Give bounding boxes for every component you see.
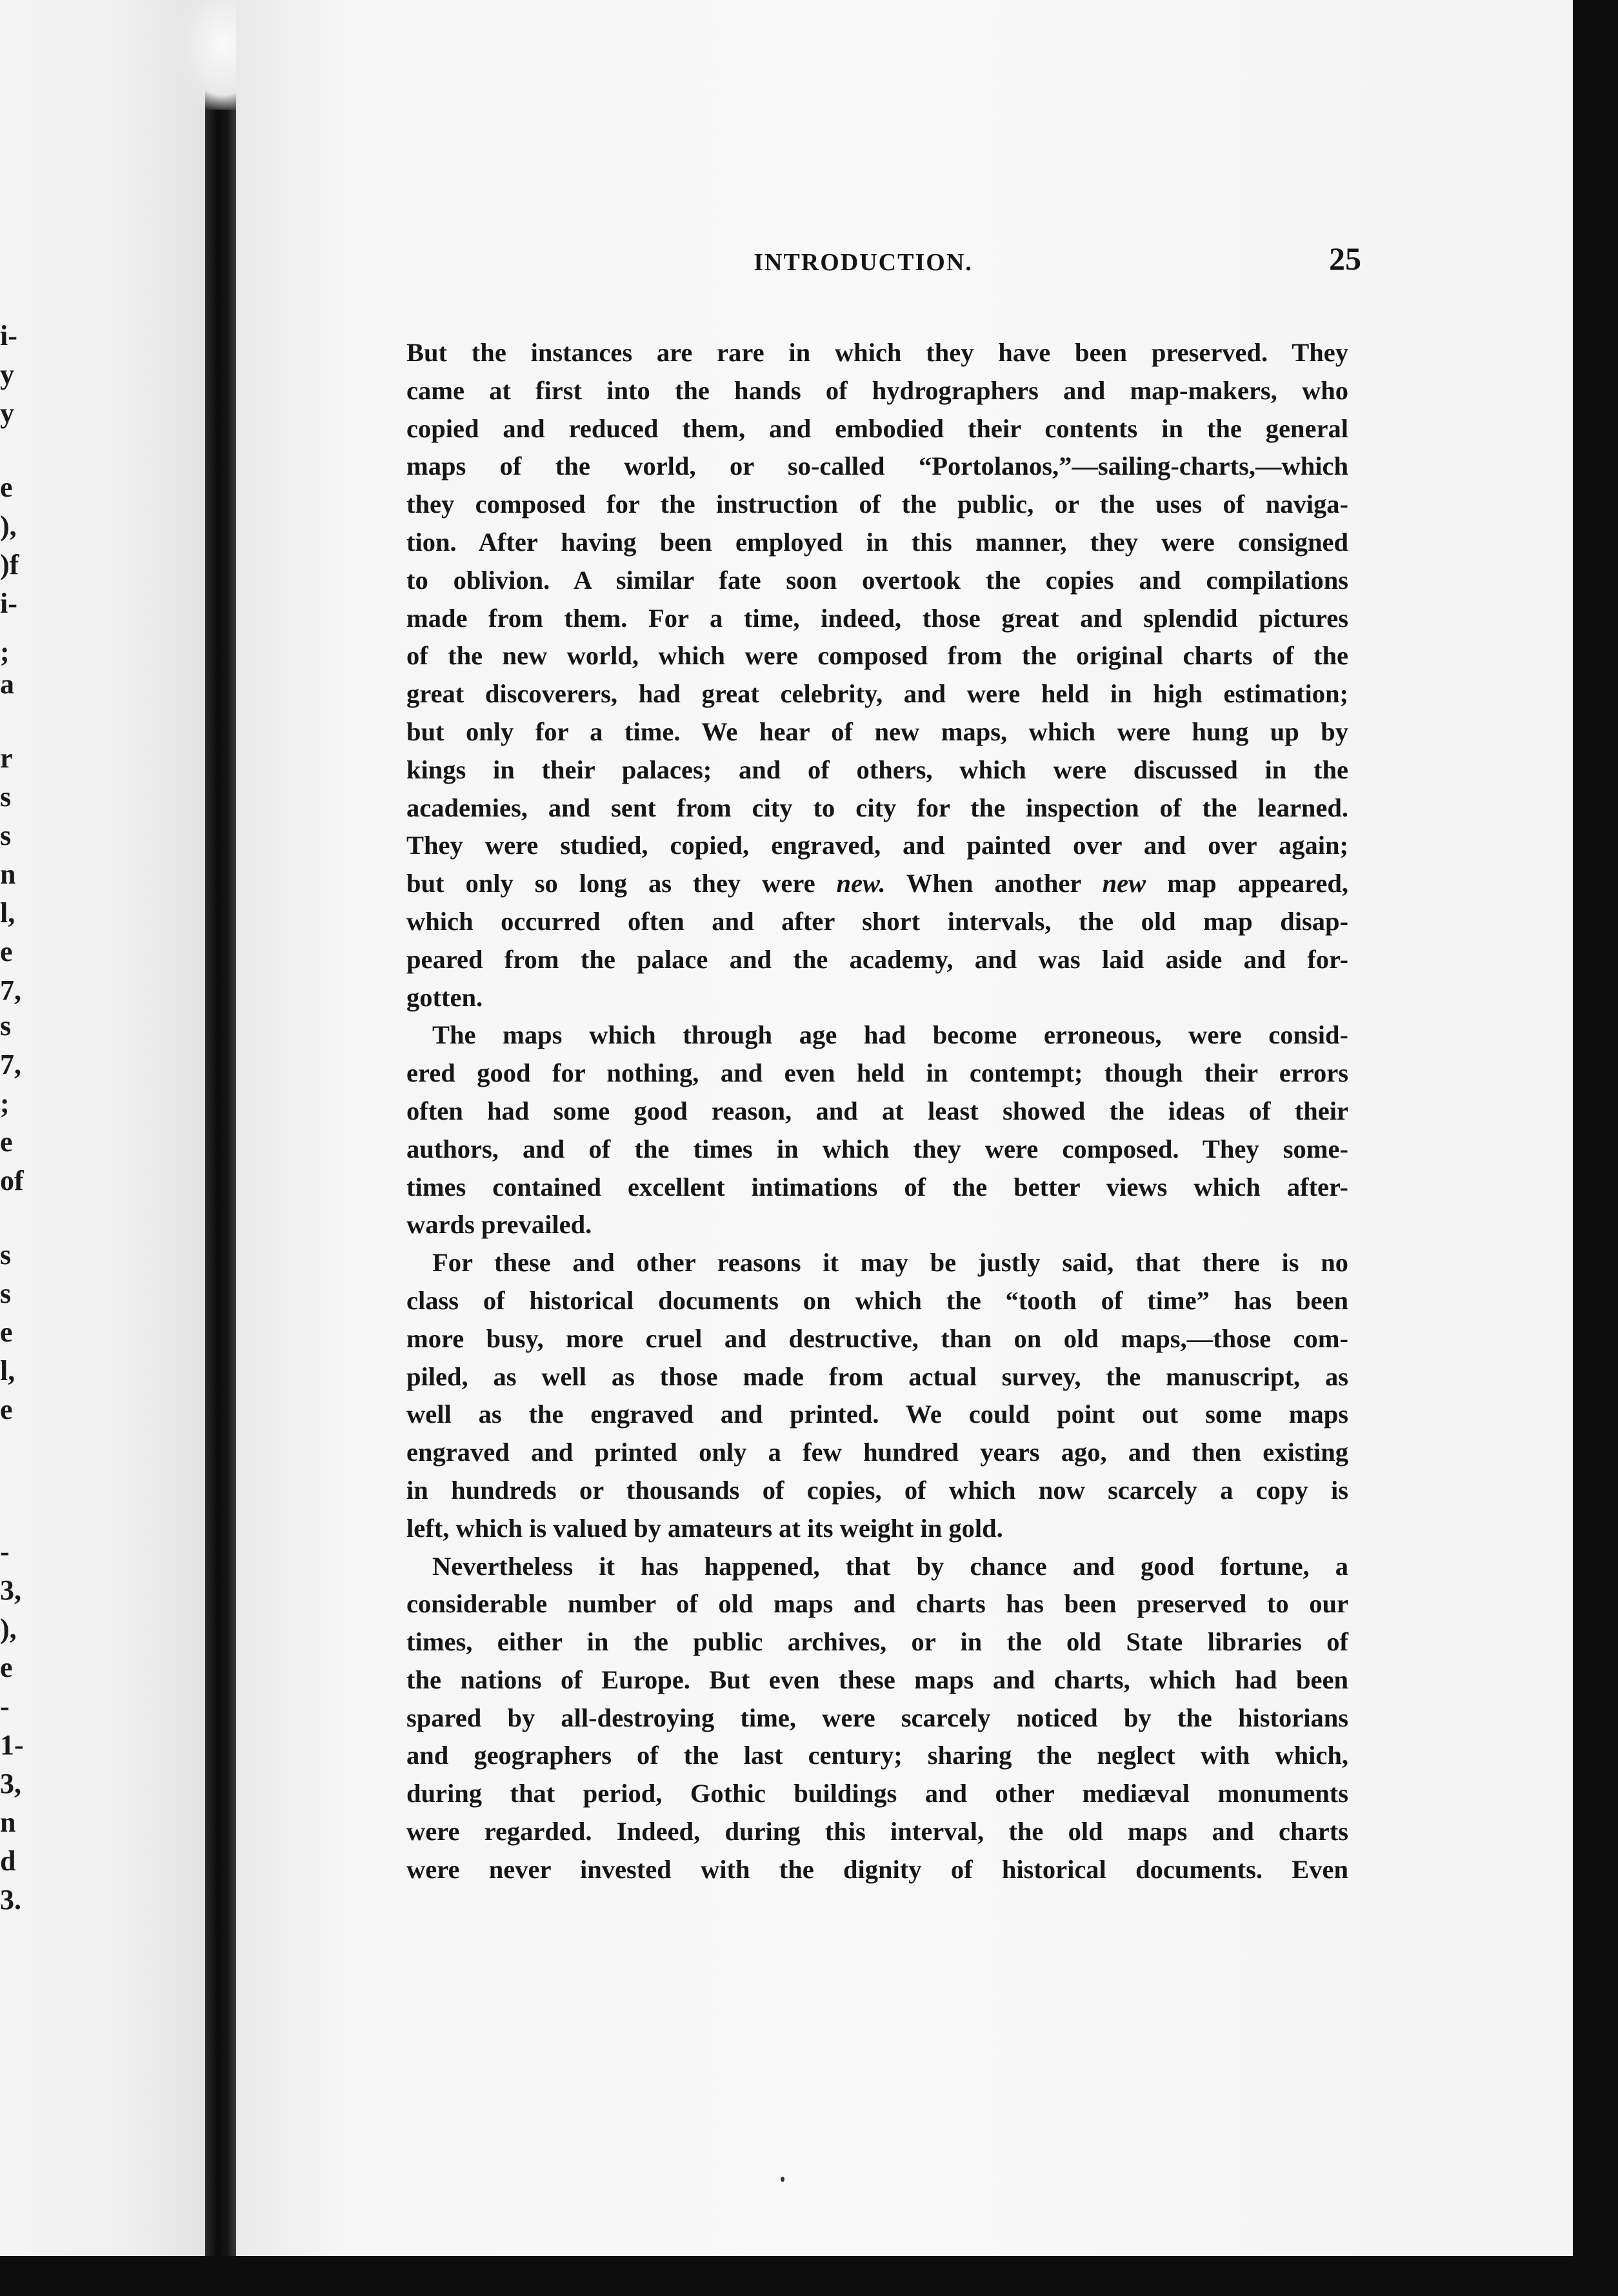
text-line: to oblivion. A similar fate soon overtook the copies and compilations bbox=[406, 565, 1348, 595]
text-line: during that period, Gothic buildings and other mediæval monuments bbox=[406, 1779, 1348, 1808]
text-line: times, either in the public archives, or in the old State libraries of bbox=[406, 1627, 1348, 1657]
text-line: kings in their palaces; and of others, which were discussed in the bbox=[406, 755, 1348, 784]
left-fragment: - bbox=[0, 1690, 10, 1722]
left-fragment: s bbox=[0, 1239, 12, 1271]
text-line: and geographers of the last century; sharing the neglect with which, bbox=[406, 1741, 1348, 1770]
left-fragment: 3. bbox=[0, 1884, 21, 1915]
italic-word: new bbox=[1102, 869, 1146, 898]
text-line: academies, and sent from city to city for the inspection of the learned. bbox=[406, 793, 1348, 822]
left-fragment: r bbox=[0, 742, 13, 774]
text-line: in hundreds or thousands of copies, of which now scarcely a copy is bbox=[406, 1475, 1348, 1505]
book-gutter bbox=[205, 0, 236, 2296]
left-fragment: )f bbox=[0, 549, 19, 580]
paper-speck bbox=[781, 2177, 784, 2182]
text-line: great discoverers, had great celebrity, and were held in high estimation; bbox=[406, 679, 1348, 709]
text-line: But the instances are rare in which they have been preserved. They bbox=[406, 338, 1348, 367]
text-line: often had some good reason, and at least showed the ideas of their bbox=[406, 1096, 1348, 1125]
left-fragment: l, bbox=[0, 897, 15, 929]
left-fragment: 7, bbox=[0, 975, 21, 1006]
text-line: maps of the world, or so-called “Portolanos,”—sailing-charts,—which bbox=[406, 451, 1348, 481]
text-line: For these and other reasons it may be justly said, that there is no bbox=[432, 1248, 1348, 1278]
left-fragment: d bbox=[0, 1845, 16, 1877]
text-line: tion. After having been employed in this manner, they were consigned bbox=[406, 527, 1348, 557]
italic-word: new. bbox=[836, 869, 886, 898]
left-fragment: e bbox=[0, 1126, 13, 1158]
text-line: they composed for the instruction of the public, or the uses of naviga- bbox=[406, 490, 1348, 519]
text-line: more busy, more cruel and destructive, than on old maps,—those com- bbox=[406, 1323, 1348, 1353]
left-fragment: e bbox=[0, 936, 13, 967]
text-line bbox=[406, 865, 1348, 903]
text-line: The maps which through age had become erroneous, were consid- bbox=[432, 1020, 1348, 1050]
left-fragment: e bbox=[0, 1652, 13, 1683]
left-fragment: ; bbox=[0, 636, 10, 668]
text-line: engraved and printed only a few hundred years ago, and then existing bbox=[406, 1438, 1348, 1467]
left-fragment: 1- bbox=[0, 1729, 24, 1761]
left-fragment: i- bbox=[0, 320, 17, 351]
text-line: class of historical documents on which the “tooth of time” has been bbox=[406, 1285, 1348, 1315]
left-fragment: e bbox=[0, 1316, 13, 1348]
left-fragment: 3, bbox=[0, 1768, 21, 1799]
left-fragment: ), bbox=[0, 510, 17, 542]
text-line: considerable number of old maps and charts has been preserved to our bbox=[406, 1589, 1348, 1619]
text-line: They were studied, copied, engraved, and painted over and over again; bbox=[406, 831, 1348, 860]
text-line: well as the engraved and printed. We could point out some maps bbox=[406, 1400, 1348, 1429]
text-line: left, which is valued by amateurs at its weight in gold. bbox=[406, 1513, 1003, 1543]
text-line: piled, as well as those made from actual survey, the manuscript, as bbox=[406, 1361, 1348, 1391]
left-fragment: e bbox=[0, 471, 13, 503]
text-line: wards prevailed. bbox=[406, 1210, 592, 1240]
previous-page-edge bbox=[0, 0, 206, 2257]
left-fragment: i- bbox=[0, 588, 17, 619]
text-line: Nevertheless it has happened, that by chance and good fortune, a bbox=[432, 1551, 1348, 1581]
text-run: but only so long as they were bbox=[406, 869, 837, 898]
text-line: gotten. bbox=[406, 982, 483, 1012]
body-text bbox=[406, 334, 1348, 1889]
left-fragment: ), bbox=[0, 1613, 17, 1645]
page-number: 25 bbox=[1329, 241, 1361, 277]
text-line: spared by all-destroying time, were scarcely noticed by the historians bbox=[406, 1703, 1348, 1732]
left-fragment: s bbox=[0, 1278, 12, 1309]
text-line: which occurred often and after short intervals, the old map disap- bbox=[406, 906, 1348, 936]
left-fragment: e bbox=[0, 1394, 13, 1425]
left-fragment: n bbox=[0, 1806, 16, 1838]
left-fragment: n bbox=[0, 858, 16, 890]
text-line: peared from the palace and the academy, and was laid aside and for- bbox=[406, 944, 1348, 974]
left-fragment: s bbox=[0, 1010, 12, 1042]
left-fragment: y bbox=[0, 397, 14, 429]
left-fragment: - bbox=[0, 1536, 10, 1567]
text-line: times contained excellent intimations of the better views which after- bbox=[406, 1172, 1348, 1202]
text-line: copied and reduced them, and embodied their contents in the general bbox=[406, 413, 1348, 443]
text-line: were regarded. Indeed, during this interval, the old maps and charts bbox=[406, 1817, 1348, 1846]
text-line: of the new world, which were composed from the original charts of the bbox=[406, 641, 1348, 671]
running-head: INTRODUCTION. bbox=[754, 249, 973, 276]
left-fragment: y bbox=[0, 359, 14, 390]
left-fragment: s bbox=[0, 781, 12, 813]
left-fragment: 7, bbox=[0, 1049, 21, 1080]
left-fragment: of bbox=[0, 1165, 24, 1196]
text-line: but only for a time. We hear of new maps, which were hung up by bbox=[406, 717, 1348, 746]
scan-border-bottom bbox=[0, 2256, 1618, 2296]
scan-border-right bbox=[1573, 0, 1618, 2296]
text-run: When another bbox=[885, 869, 1103, 898]
text-run: map appeared, bbox=[1146, 869, 1348, 898]
left-fragment: l, bbox=[0, 1355, 15, 1387]
left-fragment: 3, bbox=[0, 1574, 21, 1606]
text-line: authors, and of the times in which they were composed. They some- bbox=[406, 1134, 1348, 1163]
left-fragment: a bbox=[0, 668, 14, 700]
left-fragment: ; bbox=[0, 1087, 10, 1119]
text-line: ered good for nothing, and even held in contempt; though their errors bbox=[406, 1058, 1348, 1088]
text-line: made from them. For a time, indeed, those great and splendid pictures bbox=[406, 603, 1348, 633]
text-line: were never invested with the dignity of historical documents. Even bbox=[406, 1854, 1348, 1884]
text-line: came at first into the hands of hydrographers and map-makers, who bbox=[406, 375, 1348, 405]
text-line: the nations of Europe. But even these maps and charts, which had been bbox=[406, 1665, 1348, 1694]
left-fragment: s bbox=[0, 820, 12, 851]
